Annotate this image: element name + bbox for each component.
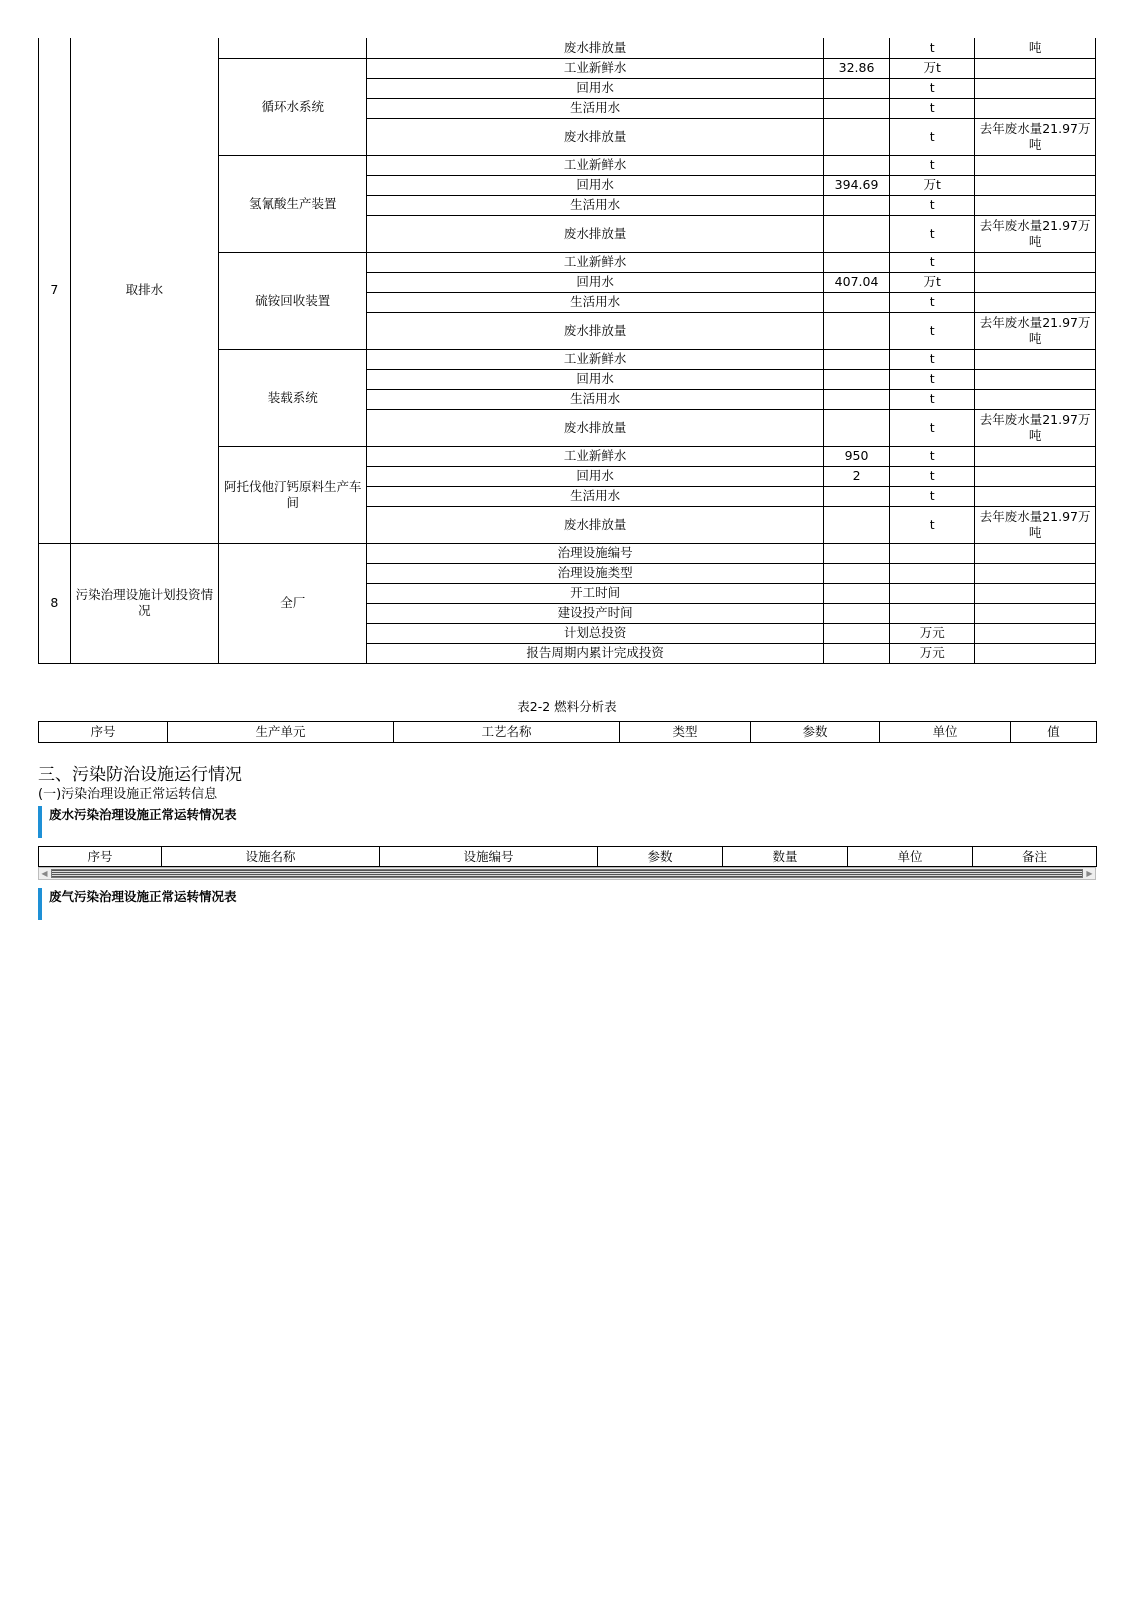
section-subtitle: (一)污染治理设施正常运转信息: [38, 787, 218, 802]
param-cell: 治理设施类型: [367, 563, 823, 583]
unit-name-cell: 阿托伐他汀钙原料生产车间: [219, 446, 367, 543]
param-cell: 工业新鲜水: [367, 349, 823, 369]
unit-cell: 万t: [890, 175, 975, 195]
note-cell: 去年废水量21.97万吨: [975, 118, 1096, 155]
param-cell: 废水排放量: [367, 118, 823, 155]
param-cell: 计划总投资: [367, 623, 823, 643]
param-cell: 治理设施编号: [367, 543, 823, 563]
param-cell: 生活用水: [367, 486, 823, 506]
table-row: [39, 38, 1096, 58]
item-name: 污染治理设施计划投资情况: [70, 543, 218, 663]
value-cell: [823, 312, 890, 349]
value-cell: 2: [823, 466, 890, 486]
param-cell: 开工时间: [367, 583, 823, 603]
scroll-right-icon[interactable]: ▶: [1086, 869, 1093, 878]
note-cell: 去年废水量21.97万吨: [975, 506, 1096, 543]
note-cell: [975, 272, 1096, 292]
column-header: 参数: [598, 847, 723, 867]
wastewater-table-header-row: [39, 847, 1097, 867]
param-cell: 生活用水: [367, 389, 823, 409]
param-cell: 回用水: [367, 272, 823, 292]
column-header: 值: [1011, 722, 1097, 743]
param-cell: 回用水: [367, 369, 823, 389]
value-cell: [823, 349, 890, 369]
value-cell: [823, 155, 890, 175]
param-cell: 回用水: [367, 175, 823, 195]
value-cell: [823, 506, 890, 543]
fuel-table-caption: 表2-2 燃料分析表: [517, 699, 617, 714]
table-row: [39, 543, 1096, 563]
unit-name-cell: 氢氰酸生产装置: [219, 155, 367, 252]
unit-cell: t: [890, 349, 975, 369]
unit-name-cell: 装载系统: [219, 349, 367, 446]
unit-cell: [890, 603, 975, 623]
column-header: 参数: [751, 722, 880, 743]
column-header: 数量: [723, 847, 848, 867]
scrollbar-thumb[interactable]: [51, 869, 1083, 878]
unit-cell: [890, 543, 975, 563]
column-header: 设施名称: [162, 847, 380, 867]
value-cell: [823, 98, 890, 118]
param-cell: 报告周期内累计完成投资: [367, 643, 823, 663]
value-cell: [823, 389, 890, 409]
fuel-table-header-row: [39, 722, 1097, 743]
value-cell: [823, 583, 890, 603]
param-cell: 工业新鲜水: [367, 252, 823, 272]
unit-cell: t: [890, 389, 975, 409]
value-cell: [823, 563, 890, 583]
note-cell: [975, 643, 1096, 663]
waste-gas-facility-title: 废气污染治理设施正常运转情况表: [38, 888, 237, 920]
note-cell: [975, 563, 1096, 583]
unit-name-cell: 硫铵回收装置: [219, 252, 367, 349]
unit-cell: t: [890, 78, 975, 98]
unit-cell: t: [890, 312, 975, 349]
note-cell: [975, 466, 1096, 486]
note-cell: [975, 349, 1096, 369]
unit-cell: t: [890, 506, 975, 543]
value-cell: 394.69: [823, 175, 890, 195]
note-cell: 去年废水量21.97万吨: [975, 409, 1096, 446]
unit-cell: 万t: [890, 272, 975, 292]
note-cell: 吨: [975, 38, 1096, 58]
value-cell: [823, 118, 890, 155]
column-header: 单位: [848, 847, 973, 867]
value-cell: [823, 486, 890, 506]
note-cell: [975, 98, 1096, 118]
param-cell: 回用水: [367, 78, 823, 98]
param-cell: 工业新鲜水: [367, 58, 823, 78]
param-cell: 生活用水: [367, 292, 823, 312]
water-usage-table: [38, 38, 1096, 664]
note-cell: [975, 389, 1096, 409]
note-cell: [975, 195, 1096, 215]
unit-cell: [890, 563, 975, 583]
unit-name-cell: [219, 38, 367, 58]
param-cell: 废水排放量: [367, 409, 823, 446]
param-cell: 建设投产时间: [367, 603, 823, 623]
unit-cell: t: [890, 369, 975, 389]
param-cell: 工业新鲜水: [367, 446, 823, 466]
value-cell: [823, 252, 890, 272]
note-cell: [975, 155, 1096, 175]
value-cell: [823, 603, 890, 623]
value-cell: [823, 409, 890, 446]
note-cell: 去年废水量21.97万吨: [975, 215, 1096, 252]
unit-cell: t: [890, 486, 975, 506]
unit-cell: t: [890, 292, 975, 312]
unit-cell: t: [890, 155, 975, 175]
note-cell: [975, 543, 1096, 563]
column-header: 生产单元: [168, 722, 394, 743]
unit-cell: t: [890, 215, 975, 252]
unit-cell: t: [890, 38, 975, 58]
unit-name-cell: 全厂: [219, 543, 367, 663]
note-cell: [975, 603, 1096, 623]
unit-cell: 万元: [890, 623, 975, 643]
wastewater-facility-table: [38, 846, 1097, 867]
param-cell: 工业新鲜水: [367, 155, 823, 175]
unit-name-cell: 循环水系统: [219, 58, 367, 155]
unit-cell: t: [890, 446, 975, 466]
note-cell: 去年废水量21.97万吨: [975, 312, 1096, 349]
unit-cell: t: [890, 409, 975, 446]
note-cell: [975, 486, 1096, 506]
value-cell: 407.04: [823, 272, 890, 292]
row-number: 7: [39, 38, 71, 543]
unit-cell: [890, 583, 975, 603]
value-cell: [823, 292, 890, 312]
note-cell: [975, 175, 1096, 195]
note-cell: [975, 58, 1096, 78]
horizontal-scrollbar[interactable]: [38, 867, 1096, 880]
unit-cell: 万t: [890, 58, 975, 78]
column-header: 类型: [620, 722, 751, 743]
value-cell: [823, 369, 890, 389]
note-cell: [975, 252, 1096, 272]
param-cell: 废水排放量: [367, 506, 823, 543]
value-cell: [823, 623, 890, 643]
unit-cell: t: [890, 195, 975, 215]
note-cell: [975, 369, 1096, 389]
fuel-analysis-table: [38, 721, 1097, 743]
param-cell: 废水排放量: [367, 215, 823, 252]
row-number: 8: [39, 543, 71, 663]
unit-cell: t: [890, 252, 975, 272]
column-header: 序号: [39, 847, 162, 867]
note-cell: [975, 446, 1096, 466]
item-name: 取排水: [70, 38, 218, 543]
value-cell: 32.86: [823, 58, 890, 78]
column-header: 设施编号: [380, 847, 598, 867]
note-cell: [975, 292, 1096, 312]
section-title: 三、污染防治设施运行情况: [38, 765, 242, 785]
column-header: 工艺名称: [394, 722, 620, 743]
param-cell: 生活用水: [367, 98, 823, 118]
value-cell: 950: [823, 446, 890, 466]
column-header: 单位: [880, 722, 1011, 743]
value-cell: [823, 215, 890, 252]
value-cell: [823, 38, 890, 58]
column-header: 序号: [39, 722, 168, 743]
unit-cell: t: [890, 118, 975, 155]
column-header: 备注: [973, 847, 1097, 867]
value-cell: [823, 643, 890, 663]
value-cell: [823, 543, 890, 563]
param-cell: 废水排放量: [367, 38, 823, 58]
note-cell: [975, 583, 1096, 603]
unit-cell: 万元: [890, 643, 975, 663]
unit-cell: t: [890, 466, 975, 486]
note-cell: [975, 623, 1096, 643]
unit-cell: t: [890, 98, 975, 118]
value-cell: [823, 78, 890, 98]
param-cell: 生活用水: [367, 195, 823, 215]
wastewater-facility-title: 废水污染治理设施正常运转情况表: [38, 806, 237, 838]
note-cell: [975, 78, 1096, 98]
param-cell: 回用水: [367, 466, 823, 486]
value-cell: [823, 195, 890, 215]
param-cell: 废水排放量: [367, 312, 823, 349]
scroll-left-icon[interactable]: ◀: [41, 869, 48, 878]
